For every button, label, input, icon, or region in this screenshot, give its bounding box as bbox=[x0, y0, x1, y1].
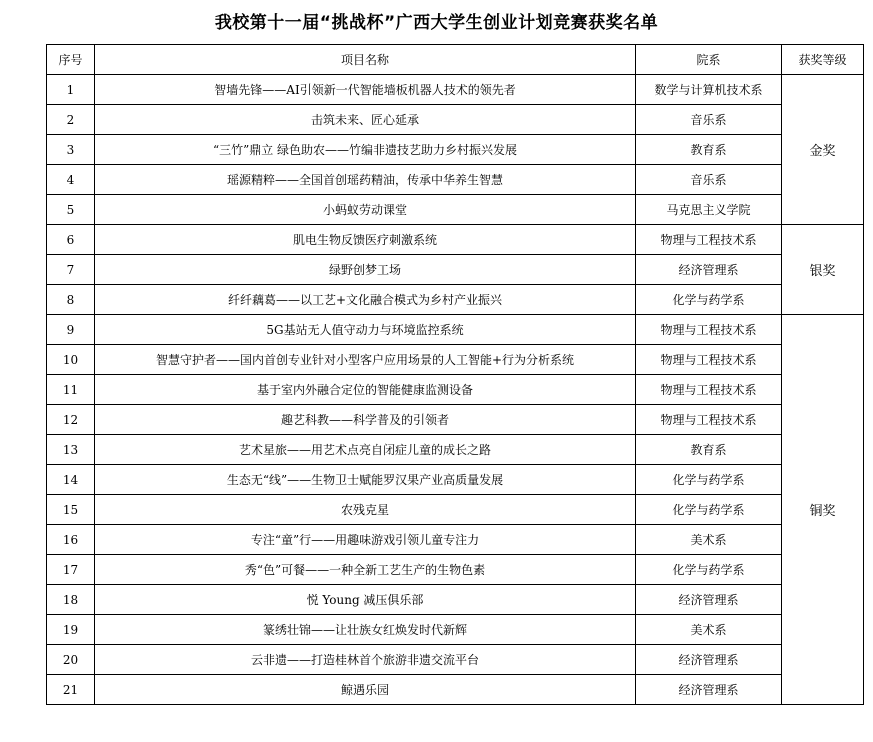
cell-no: 20 bbox=[47, 645, 95, 675]
cell-dept: 化学与药学系 bbox=[636, 465, 782, 495]
cell-no: 10 bbox=[47, 345, 95, 375]
cell-no: 16 bbox=[47, 525, 95, 555]
cell-project: 5G基站无人值守动力与环境监控系统 bbox=[95, 315, 636, 345]
cell-no: 6 bbox=[47, 225, 95, 255]
cell-dept: 物理与工程技术系 bbox=[636, 375, 782, 405]
cell-no: 18 bbox=[47, 585, 95, 615]
cell-no: 21 bbox=[47, 675, 95, 705]
awards-table bbox=[46, 44, 864, 705]
cell-project: 鲸遇乐园 bbox=[95, 675, 636, 705]
table-row bbox=[47, 405, 864, 435]
cell-project: 云非遗——打造桂林首个旅游非遗交流平台 bbox=[95, 645, 636, 675]
cell-no: 12 bbox=[47, 405, 95, 435]
cell-dept: 化学与药学系 bbox=[636, 285, 782, 315]
award-bronze: 铜奖 bbox=[782, 315, 864, 705]
cell-no: 7 bbox=[47, 255, 95, 285]
cell-dept: 经济管理系 bbox=[636, 645, 782, 675]
cell-dept: 物理与工程技术系 bbox=[636, 225, 782, 255]
cell-dept: 化学与药学系 bbox=[636, 555, 782, 585]
cell-project: 秀“色”可餐——一种全新工艺生产的生物色素 bbox=[95, 555, 636, 585]
cell-no: 5 bbox=[47, 195, 95, 225]
cell-dept: 音乐系 bbox=[636, 105, 782, 135]
table-row bbox=[47, 195, 864, 225]
cell-dept: 美术系 bbox=[636, 525, 782, 555]
cell-project: 艺术星旅——用艺术点亮自闭症儿童的成长之路 bbox=[95, 435, 636, 465]
cell-dept: 经济管理系 bbox=[636, 585, 782, 615]
cell-dept: 音乐系 bbox=[636, 165, 782, 195]
cell-no: 1 bbox=[47, 75, 95, 105]
cell-project: 农残克星 bbox=[95, 495, 636, 525]
cell-no: 17 bbox=[47, 555, 95, 585]
cell-dept: 化学与药学系 bbox=[636, 495, 782, 525]
cell-no: 13 bbox=[47, 435, 95, 465]
table-row bbox=[47, 585, 864, 615]
table-row bbox=[47, 525, 864, 555]
cell-project: 悦 Young 减压俱乐部 bbox=[95, 585, 636, 615]
cell-no: 15 bbox=[47, 495, 95, 525]
table-row bbox=[47, 675, 864, 705]
table-row bbox=[47, 645, 864, 675]
cell-dept: 马克思主义学院 bbox=[636, 195, 782, 225]
table-row bbox=[47, 105, 864, 135]
header-no: 序号 bbox=[47, 45, 95, 75]
cell-project: 击筑未来、匠心延承 bbox=[95, 105, 636, 135]
cell-project: 篆绣壮锦——让壮族女红焕发时代新辉 bbox=[95, 615, 636, 645]
cell-dept: 教育系 bbox=[636, 435, 782, 465]
table-row bbox=[47, 285, 864, 315]
cell-dept: 经济管理系 bbox=[636, 255, 782, 285]
table-header-row bbox=[47, 45, 864, 75]
cell-no: 11 bbox=[47, 375, 95, 405]
table-row bbox=[47, 375, 864, 405]
cell-dept: 数学与计算机技术系 bbox=[636, 75, 782, 105]
cell-project: 纤纤藕葛——以工艺+文化融合模式为乡村产业振兴 bbox=[95, 285, 636, 315]
award-gold: 金奖 bbox=[782, 75, 864, 225]
cell-dept: 经济管理系 bbox=[636, 675, 782, 705]
cell-project: 小蚂蚁劳动课堂 bbox=[95, 195, 636, 225]
cell-project: 瑶源精粹——全国首创瑶药精油，传承中华养生智慧 bbox=[95, 165, 636, 195]
table-row bbox=[47, 615, 864, 645]
cell-no: 14 bbox=[47, 465, 95, 495]
cell-no: 3 bbox=[47, 135, 95, 165]
cell-dept: 教育系 bbox=[636, 135, 782, 165]
award-silver: 银奖 bbox=[782, 225, 864, 315]
table-row bbox=[47, 495, 864, 525]
cell-project: 肌电生物反馈医疗刺激系统 bbox=[95, 225, 636, 255]
cell-no: 4 bbox=[47, 165, 95, 195]
table-row bbox=[47, 465, 864, 495]
cell-project: 趣艺科教——科学普及的引领者 bbox=[95, 405, 636, 435]
header-dept: 院系 bbox=[636, 45, 782, 75]
cell-project: 智墙先锋——AI引领新一代智能墙板机器人技术的领先者 bbox=[95, 75, 636, 105]
table-row bbox=[47, 225, 864, 255]
cell-dept: 物理与工程技术系 bbox=[636, 345, 782, 375]
cell-project: “三竹”鼎立 绿色助农——竹编非遗技艺助力乡村振兴发展 bbox=[95, 135, 636, 165]
cell-project: 生态无“线”——生物卫士赋能罗汉果产业高质量发展 bbox=[95, 465, 636, 495]
cell-dept: 美术系 bbox=[636, 615, 782, 645]
cell-project: 智慧守护者——国内首创专业针对小型客户应用场景的人工智能+行为分析系统 bbox=[95, 345, 636, 375]
cell-dept: 物理与工程技术系 bbox=[636, 405, 782, 435]
header-project: 项目名称 bbox=[95, 45, 636, 75]
cell-project: 专注“童”行——用趣味游戏引领儿童专注力 bbox=[95, 525, 636, 555]
table-row bbox=[47, 165, 864, 195]
document-title: 我校第十一届“挑战杯”广西大学生创业计划竞赛获奖名单 bbox=[214, 13, 659, 33]
table-row bbox=[47, 255, 864, 285]
cell-project: 基于室内外融合定位的智能健康监测设备 bbox=[95, 375, 636, 405]
table-row bbox=[47, 135, 864, 165]
table-row bbox=[47, 315, 864, 345]
cell-no: 8 bbox=[47, 285, 95, 315]
table-row bbox=[47, 75, 864, 105]
cell-no: 19 bbox=[47, 615, 95, 645]
table-row bbox=[47, 345, 864, 375]
cell-no: 2 bbox=[47, 105, 95, 135]
cell-dept: 物理与工程技术系 bbox=[636, 315, 782, 345]
header-award: 获奖等级 bbox=[782, 45, 864, 75]
cell-no: 9 bbox=[47, 315, 95, 345]
table-row bbox=[47, 555, 864, 585]
table-row bbox=[47, 435, 864, 465]
cell-project: 绿野创梦工场 bbox=[95, 255, 636, 285]
